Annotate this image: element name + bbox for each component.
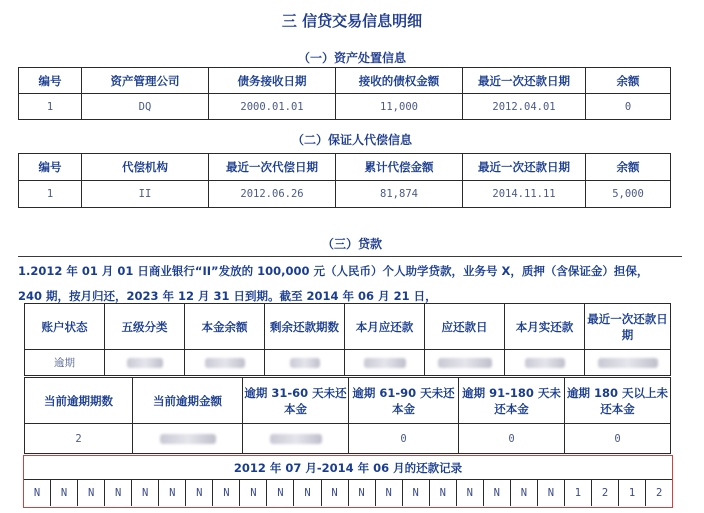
section-divider (18, 256, 682, 257)
header-cell: 最近一次还款日期 (463, 68, 586, 94)
table-cell: 2000.01.01 (209, 94, 336, 120)
header-cell: 当前逾期金额 (133, 378, 243, 424)
header-cell: 五级分类 (105, 304, 185, 350)
table-cell: 2012.06.26 (209, 181, 336, 208)
record-cell: N (131, 480, 158, 506)
record-cell: 2 (645, 480, 672, 506)
section-guarantor-title: （二）保证人代偿信息 (291, 133, 412, 147)
header-cell: 当前逾期期数 (25, 378, 133, 424)
record-cell: N (50, 480, 77, 506)
header-cell: 最近一次还款日期 (585, 304, 671, 350)
header-cell: 应还款日 (425, 304, 505, 350)
header-cell: 逾期 31-60 天未还本金 (243, 378, 349, 424)
table-cell: 11,000 (336, 94, 463, 120)
header-cell: 逾期 91-180 天未还本金 (459, 378, 565, 424)
record-cell: N (321, 480, 348, 506)
page-title: 三 信贷交易信息明细 (281, 12, 423, 30)
table-cell: DQ (82, 94, 209, 120)
header-cell: 编号 (19, 154, 82, 181)
redacted-cell (105, 350, 185, 376)
record-cell: N (33, 487, 41, 499)
header-cell: 接收的债权金额 (336, 68, 463, 94)
header-cell: 累计代偿金额 (336, 154, 463, 181)
redacted-cell (133, 424, 243, 454)
header-cell: 余额 (586, 154, 671, 181)
redacted-cell (265, 350, 345, 376)
redacted-cell (243, 424, 349, 454)
loan-description-line2: 240 期，按月归还，2023 年 12 月 31 日到期。截至 2014 年 06 月 21 日， (18, 289, 437, 303)
header-cell: 最近一次代偿日期 (209, 154, 336, 181)
table-cell: 2014.11.11 (463, 181, 586, 208)
record-cell: N (293, 480, 320, 506)
section-asset-disposal-title: （一）资产处置信息 (297, 51, 406, 65)
table-cell: 0 (459, 424, 565, 454)
asset-disposal-table (18, 67, 671, 120)
record-cell: N (510, 480, 537, 506)
table-cell: 2012.04.01 (463, 94, 586, 120)
guarantor-table (18, 153, 671, 208)
header-cell: 债务接收日期 (209, 68, 336, 94)
table-cell: 5,000 (586, 181, 671, 208)
record-cell: N (266, 480, 293, 506)
header-cell: 剩余还款期数 (265, 304, 345, 350)
record-cell: N (104, 480, 131, 506)
table-cell: 1 (19, 181, 82, 208)
redacted-cell (185, 350, 265, 376)
header-cell: 本月实还款 (505, 304, 585, 350)
redacted-cell (425, 350, 505, 376)
record-cell: N (212, 480, 239, 506)
record-cell: 1 (564, 480, 591, 506)
table-cell: 0 (349, 424, 459, 454)
header-cell: 逾期 180 天以上未还本金 (565, 378, 671, 424)
table-cell: 逾期 (25, 350, 105, 376)
record-cell: 1 (618, 480, 645, 506)
record-cell: N (429, 480, 456, 506)
redacted-cell (505, 350, 585, 376)
record-cell: N (537, 480, 564, 506)
repayment-record-title: 2012 年 07 月-2014 年 06 月的还款记录 (24, 457, 672, 480)
record-cell: N (348, 480, 375, 506)
record-cell: N (77, 480, 104, 506)
section-loan-title: （三）贷款 (321, 237, 382, 251)
record-cell: N (185, 480, 212, 506)
header-cell: 余额 (586, 68, 671, 94)
loan-description-line1: 1.2012 年 01 月 01 日商业银行“II”发放的 100,000 元（人民币）个人助学贷款，业务号 X，质押（含保证金）担保， (18, 264, 649, 278)
record-cell: 2 (591, 480, 618, 506)
record-cell: N (402, 480, 429, 506)
record-cell: N (483, 480, 510, 506)
header-cell: 逾期 61-90 天未还本金 (349, 378, 459, 424)
table-cell: II (82, 181, 209, 208)
account-status-table (24, 303, 671, 376)
redacted-cell (345, 350, 425, 376)
record-cell: N (375, 480, 402, 506)
header-cell: 账户状态 (25, 304, 105, 350)
header-cell: 代偿机构 (82, 154, 209, 181)
repayment-record-row (24, 480, 672, 506)
record-cell: N (456, 480, 483, 506)
header-cell: 编号 (19, 68, 82, 94)
header-cell: 本金余额 (185, 304, 265, 350)
table-cell: 81,874 (336, 181, 463, 208)
table-cell: 2 (25, 424, 133, 454)
header-cell: 本月应还款 (345, 304, 425, 350)
header-cell: 资产管理公司 (82, 68, 209, 94)
overdue-table (24, 377, 671, 454)
table-cell: 0 (565, 424, 671, 454)
record-cell: N (158, 480, 185, 506)
header-cell: 最近一次还款日期 (463, 154, 586, 181)
table-cell: 1 (19, 94, 82, 120)
table-cell: 0 (586, 94, 671, 120)
redacted-cell (585, 350, 671, 376)
record-cell: N (239, 480, 266, 506)
